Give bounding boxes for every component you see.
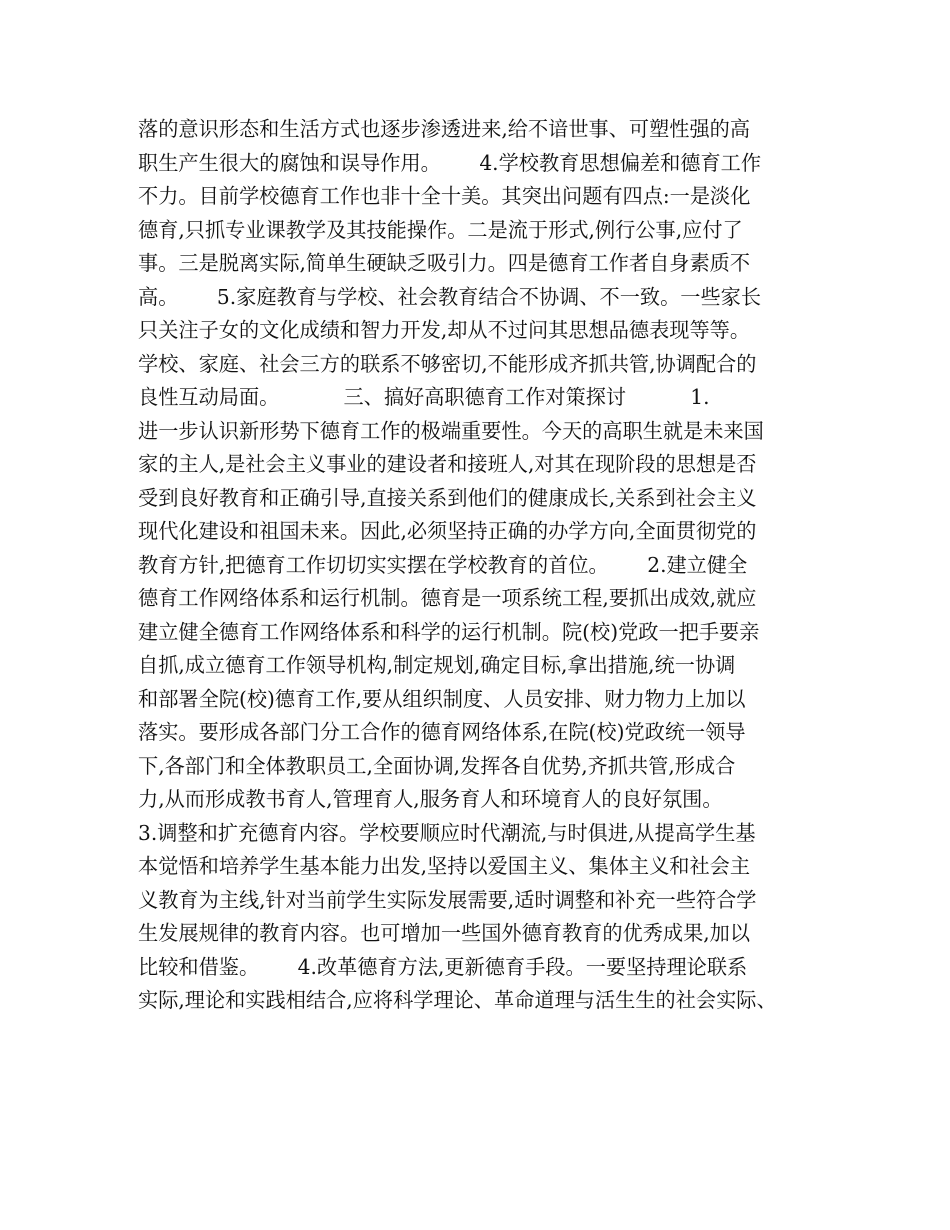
text-line: 不力。目前学校德育工作也非十全十美。其突出问题有四点:一是淡化 [138,184,751,208]
text-line: 只关注子女的文化成绩和智力开发,却从不过问其思想品德表现等等。 [138,318,751,342]
text-line: 本觉悟和培养学生基本能力出发,坚持以爱国主义、集体主义和社会主 [138,854,751,878]
text-line: 建立健全德育工作网络体系和科学的运行机制。院(校)党政一把手要亲 [138,619,760,644]
body-text [138,113,828,1018]
text-line: 落的意识形态和生活方式也逐步渗透进来,给不谙世事、可塑性强的高 [138,117,751,141]
text-line: 教育方针,把德育工作切切实实摆在学校教育的首位。 2.建立健全 [138,552,748,577]
text-line: 生发展规律的教育内容。也可增加一些国外德育教育的优秀成果,加以 [138,921,751,945]
text-line: 下,各部门和全体教职员工,全面协调,发挥各自优势,齐抓共管,形成合 [138,753,736,778]
text-line: 力,从而形成教书育人,管理育人,服务育人和环境育人的良好氛围。 [138,787,723,811]
text-line: 德育工作网络体系和运行机制。德育是一项系统工程,要抓出成效,就应 [138,586,757,610]
text-line: 学校、家庭、社会三方的联系不够密切,不能形成齐抓共管,协调配合的 [138,351,757,376]
text-line: 落实。要形成各部门分工合作的德育网络体系,在院(校)党政统一领导 [138,720,746,744]
text-line: 自抓,成立德育工作领导机构,制定规划,确定目标,拿出措施,统一协调 [138,653,736,677]
text-line: 良性互动局面。 三、搞好高职德育工作对策探讨 1. [138,385,710,409]
text-line: 德育,只抓专业课教学及其技能操作。二是流于形式,例行公事,应付了 [138,217,743,242]
text-line: 实际,理论和实践相结合,应将科学理论、革命道理与活生生的社会实际、 [138,988,777,1012]
text-line: 义教育为主线,针对当前学生实际发展需要,适时调整和补充一些符合学 [138,887,757,912]
text-line: 比较和借鉴。 4.改革德育方法,更新德育手段。一要坚持理论联系 [138,954,748,979]
text-line: 职生产生很大的腐蚀和误导作用。 4.学校教育思想偏差和德育工作 [138,150,762,175]
text-line: 3.调整和扩充德育内容。学校要顺应时代潮流,与时俱进,从提高学生基 [138,820,756,845]
text-line: 现代化建设和祖国未来。因此,必须坚持正确的办学方向,全面贯彻党的 [138,519,757,543]
text-line: 家的主人,是社会主义事业的建设者和接班人,对其在现阶段的思想是否 [138,452,757,476]
text-line: 事。三是脱离实际,简单生硬缺乏吸引力。四是德育工作者自身素质不 [138,251,751,275]
text-line: 进一步认识新形势下德育工作的极端重要性。今天的高职生就是未来国 [138,418,764,443]
text-line: 高。 5.家庭教育与学校、社会教育结合不协调、不一致。一些家长 [138,284,762,309]
text-line: 受到良好教育和正确引导,直接关系到他们的健康成长,关系到社会主义 [138,485,757,510]
text-line: 和部署全院(校)德育工作,要从组织制度、人员安排、财力物力上加以 [138,686,746,711]
